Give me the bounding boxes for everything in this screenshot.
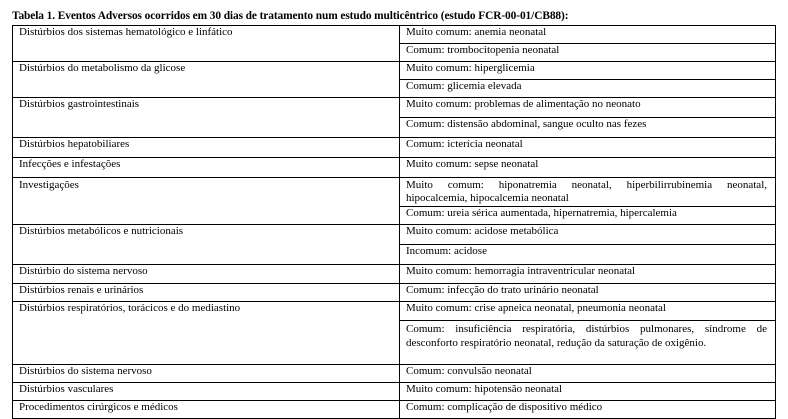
table-row (13, 383, 776, 401)
event-cell: Comum: complicação de dispositivo médico (400, 401, 776, 419)
event-cell: Comum: infecção do trato urinário neonatal (400, 284, 776, 302)
event-cell: Muito comum: hipotensão neonatal (400, 383, 776, 401)
table-row (13, 365, 776, 383)
event-cell: Muito comum: problemas de alimentação no neonato (400, 98, 776, 118)
category-cell: Distúrbios renais e urinários (13, 284, 400, 302)
category-cell: Distúrbios dos sistemas hematológico e linfático (13, 26, 400, 62)
event-cell: Muito comum: hiponatremia neonatal, hiperbilirrubinemia neonatal, hipocalcemia, hipocalcemia neonatal (400, 178, 776, 207)
event-cell: Comum: trombocitopenia neonatal (400, 44, 776, 62)
event-cell: Comum: icterícia neonatal (400, 138, 776, 158)
event-cell: Muito comum: hemorragia intraventricular neonatal (400, 265, 776, 284)
category-cell: Distúrbios gastrointestinais (13, 98, 400, 138)
event-cell: Comum: glicemia elevada (400, 80, 776, 98)
table-row (13, 265, 776, 284)
table-row (13, 26, 776, 44)
category-cell: Distúrbios do sistema nervoso (13, 365, 400, 383)
table-row (13, 98, 776, 118)
category-cell: Investigações (13, 178, 400, 225)
event-cell: Muito comum: hiperglicemia (400, 62, 776, 80)
category-cell: Distúrbios metabólicos e nutricionais (13, 225, 400, 265)
table-row (13, 225, 776, 245)
event-cell: Muito comum: sepse neonatal (400, 158, 776, 178)
table-row (13, 401, 776, 419)
category-cell: Distúrbios hepatobiliares (13, 138, 400, 158)
category-cell: Distúrbio do sistema nervoso (13, 265, 400, 284)
table-row (13, 284, 776, 302)
event-cell: Comum: convulsão neonatal (400, 365, 776, 383)
table-caption: Tabela 1. Eventos Adversos ocorridos em 30 dias de tratamento num estudo multicêntrico (estudo FCR-00-01/CB88): (12, 10, 569, 22)
event-cell: Comum: ureia sérica aumentada, hipernatremia, hipercalemia (400, 207, 776, 225)
event-cell: Incomum: acidose (400, 245, 776, 265)
event-cell: Comum: insuficiência respiratória, distúrbios pulmonares, síndrome de desconforto respiratório neonatal, redução da saturação de oxigênio. (400, 321, 776, 365)
category-cell: Procedimentos cirúrgicos e médicos (13, 401, 400, 419)
table-row (13, 62, 776, 80)
table-row (13, 158, 776, 178)
event-cell: Muito comum: anemia neonatal (400, 26, 776, 44)
table-row (13, 178, 776, 207)
category-cell: Infecções e infestações (13, 158, 400, 178)
category-cell: Distúrbios vasculares (13, 383, 400, 401)
adverse-events-table (12, 25, 776, 419)
event-cell: Comum: distensão abdominal, sangue oculto nas fezes (400, 118, 776, 138)
table-row (13, 138, 776, 158)
event-cell: Muito comum: acidose metabólica (400, 225, 776, 245)
category-cell: Distúrbios do metabolismo da glicose (13, 62, 400, 98)
event-cell: Muito comum: crise apneica neonatal, pneumonia neonatal (400, 302, 776, 321)
table-row (13, 302, 776, 321)
category-cell: Distúrbios respiratórios, torácicos e do mediastino (13, 302, 400, 365)
